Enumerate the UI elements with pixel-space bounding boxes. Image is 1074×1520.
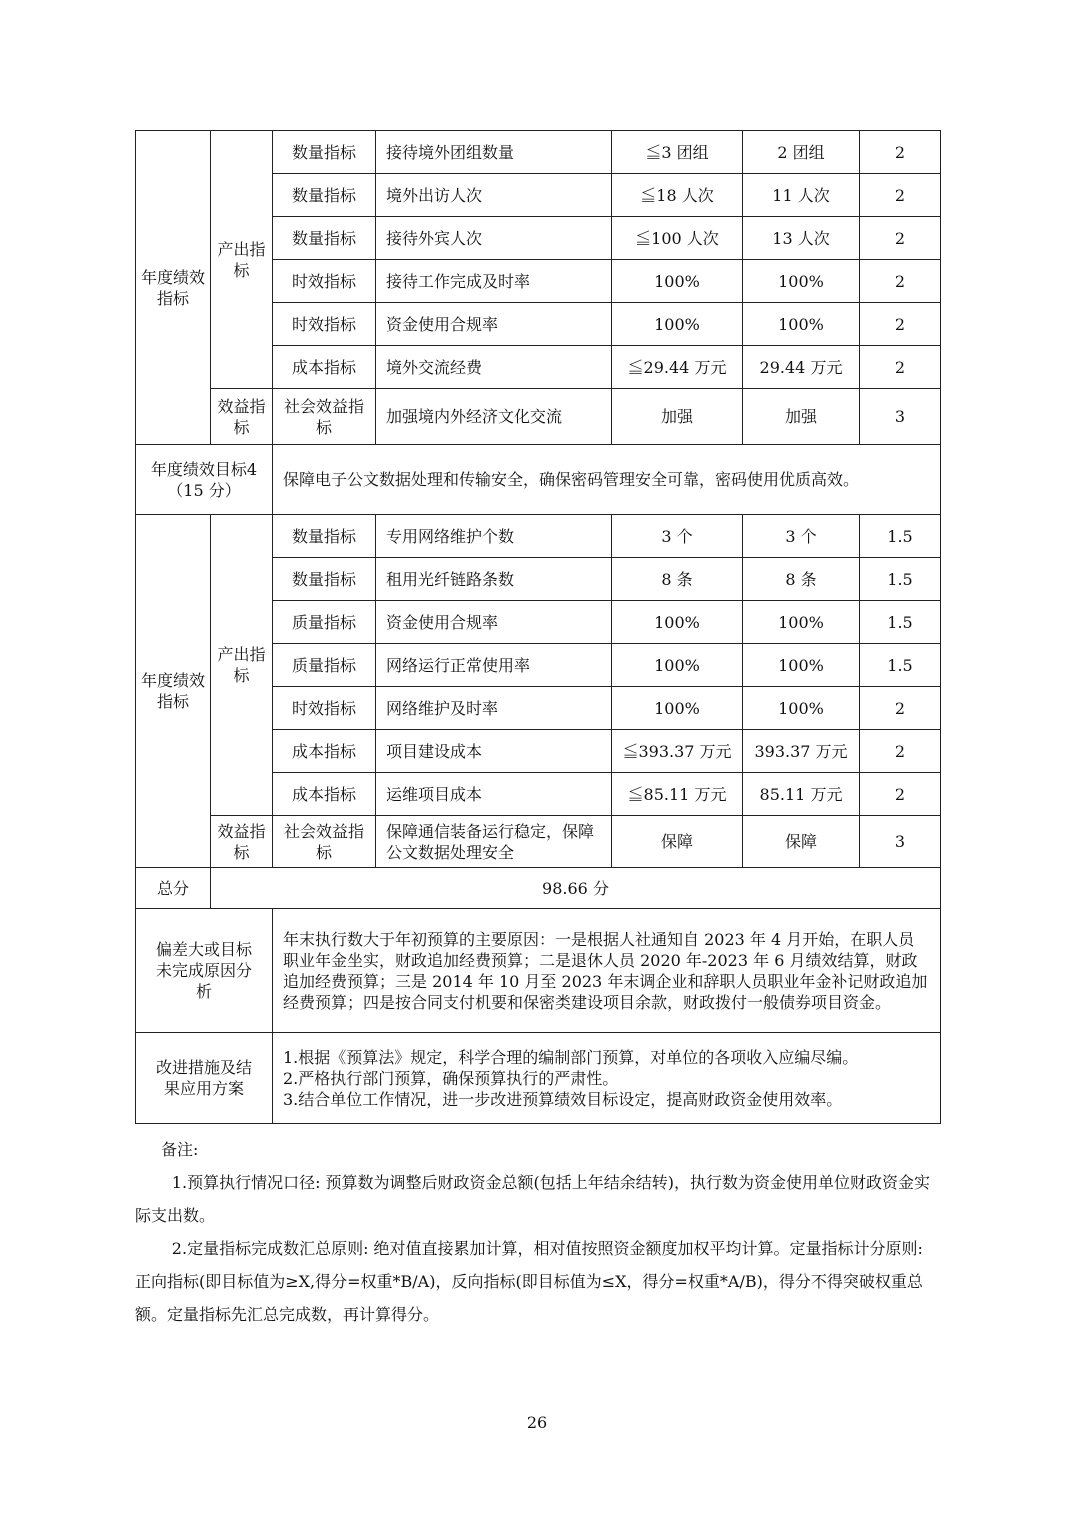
target-value: 100% [612,687,743,730]
actual-value: 100% [743,260,860,303]
notes [135,1133,940,1331]
indicator-name: 接待工作完成及时率 [376,260,612,303]
indicator-name: 专用网络维护个数 [376,515,612,558]
indicator-type: 社会效益指标 [273,389,376,445]
indicator-type: 质量指标 [273,601,376,644]
indicator-type: 时效指标 [273,687,376,730]
indicator-type: 数量指标 [273,217,376,260]
notes-heading: 备注: [161,1140,199,1159]
score: 2 [860,346,941,389]
benefit-indicator-label: 效益指标 [211,389,273,445]
indicator-name: 接待外宾人次 [376,217,612,260]
actual-value: 11 人次 [743,174,860,217]
indicator-name: 网络运行正常使用率 [376,644,612,687]
note-paragraph: 1.预算执行情况口径: 预算数为调整后财政资金总额(包括上年结余结转)，执行数为资金使用单位财政资金实际支出数。 [135,1173,931,1225]
target-value: 100% [612,260,743,303]
goal-label: 年度绩效目标4（15 分） [136,445,273,515]
actual-value: 29.44 万元 [743,346,860,389]
indicator-name: 境外出访人次 [376,174,612,217]
score: 2 [860,174,941,217]
score: 2 [860,260,941,303]
actual-value: 8 条 [743,558,860,601]
table-row [136,389,941,445]
indicator-type: 时效指标 [273,260,376,303]
actual-value: 100% [743,644,860,687]
note-paragraph: 2.定量指标完成数汇总原则: 绝对值直接累加计算，相对值按照资金额度加权平均计算。定量指标计分原则: 正向指标(即目标值为≥X,得分=权重*B/A)，反向指标(即目标值为≤X，得分=权重*A/B)，得分不得突破权重总额。定量指标先汇总完成数，再计算得分。 [135,1239,923,1324]
table-row [136,816,941,868]
score: 2 [860,303,941,346]
target-value: 100% [612,601,743,644]
table-row [136,445,941,515]
target-value: ≦3 团组 [612,131,743,174]
indicator-name: 保障通信装备运行稳定，保障公文数据处理安全 [376,816,612,868]
deviation-text: 年末执行数大于年初预算的主要原因：一是根据人社通知自 2023 年 4 月开始，在职人员职业年金坐实，财政追加经费预算；二是退休人员 2020 年-2023 年 6 月绩效结算，财政追加经费预算；三是 2014 年 10 月至 2023 年末调企业和辞职人员职业年金补记财政追加经费预算；四是按合同支付机要和保密类建设项目余款，财政拨付一般债券项目资金。 [273,909,941,1033]
indicator-type: 成本指标 [273,346,376,389]
target-value: 100% [612,303,743,346]
improvement-list [273,1033,941,1124]
score: 1.5 [860,515,941,558]
indicator-name: 租用光纤链路条数 [376,558,612,601]
score: 2 [860,131,941,174]
target-value: 100% [612,644,743,687]
target-value: 保障 [612,816,743,868]
benefit-indicator-label: 效益指标 [211,816,273,868]
actual-value: 保障 [743,816,860,868]
indicator-type: 时效指标 [273,303,376,346]
target-value: 3 个 [612,515,743,558]
score: 2 [860,687,941,730]
indicator-name: 资金使用合规率 [376,601,612,644]
goal-text: 保障电子公文数据处理和传输安全，确保密码管理安全可靠，密码使用优质高效。 [273,445,941,515]
table-row [136,868,941,909]
target-value: 加强 [612,389,743,445]
indicator-name: 接待境外团组数量 [376,131,612,174]
score: 3 [860,816,941,868]
table-row [136,131,941,174]
indicator-type: 社会效益指标 [273,816,376,868]
indicator-name: 项目建设成本 [376,730,612,773]
score: 1.5 [860,558,941,601]
score: 2 [860,730,941,773]
list-item: 3.结合单位工作情况，进一步改进预算绩效目标设定，提高财政资金使用效率。 [283,1089,843,1109]
list-item: 2.严格执行部门预算，确保预算执行的严肃性。 [283,1068,619,1088]
actual-value: 393.37 万元 [743,730,860,773]
score: 1.5 [860,644,941,687]
actual-value: 100% [743,687,860,730]
indicator-type: 数量指标 [273,558,376,601]
target-value: 8 条 [612,558,743,601]
total-value: 98.66 分 [211,868,941,909]
list-item: 1.根据《预算法》规定，科学合理的编制部门预算，对单位的各项收入应编尽编。 [283,1047,859,1067]
indicator-type: 成本指标 [273,773,376,816]
target-value: ≦393.37 万元 [612,730,743,773]
section-label: 年度绩效指标 [136,515,211,868]
indicator-name: 境外交流经费 [376,346,612,389]
indicator-name: 加强境内外经济文化交流 [376,389,612,445]
score: 2 [860,773,941,816]
performance-table [135,130,941,1124]
actual-value: 3 个 [743,515,860,558]
indicator-name: 运维项目成本 [376,773,612,816]
indicator-type: 数量指标 [273,515,376,558]
score: 1.5 [860,601,941,644]
section-label: 年度绩效指标 [136,131,211,445]
actual-value: 13 人次 [743,217,860,260]
indicator-name: 网络维护及时率 [376,687,612,730]
actual-value: 100% [743,303,860,346]
improvement-label: 改进措施及结果应用方案 [136,1033,273,1124]
page-number: 26 [526,1413,548,1432]
output-indicator-label: 产出指标 [211,131,273,389]
total-label: 总分 [136,868,211,909]
output-indicator-label: 产出指标 [211,515,273,816]
actual-value: 85.11 万元 [743,773,860,816]
actual-value: 2 团组 [743,131,860,174]
table-row [136,909,941,1033]
target-value: ≦85.11 万元 [612,773,743,816]
target-value: ≦29.44 万元 [612,346,743,389]
indicator-type: 成本指标 [273,730,376,773]
target-value: ≦18 人次 [612,174,743,217]
indicator-type: 数量指标 [273,174,376,217]
table-row [136,1033,941,1124]
score: 3 [860,389,941,445]
actual-value: 加强 [743,389,860,445]
indicator-type: 数量指标 [273,131,376,174]
actual-value: 100% [743,601,860,644]
score: 2 [860,217,941,260]
indicator-name: 资金使用合规率 [376,303,612,346]
table-row [136,515,941,558]
deviation-label: 偏差大或目标未完成原因分析 [136,909,273,1033]
indicator-type: 质量指标 [273,644,376,687]
target-value: ≦100 人次 [612,217,743,260]
